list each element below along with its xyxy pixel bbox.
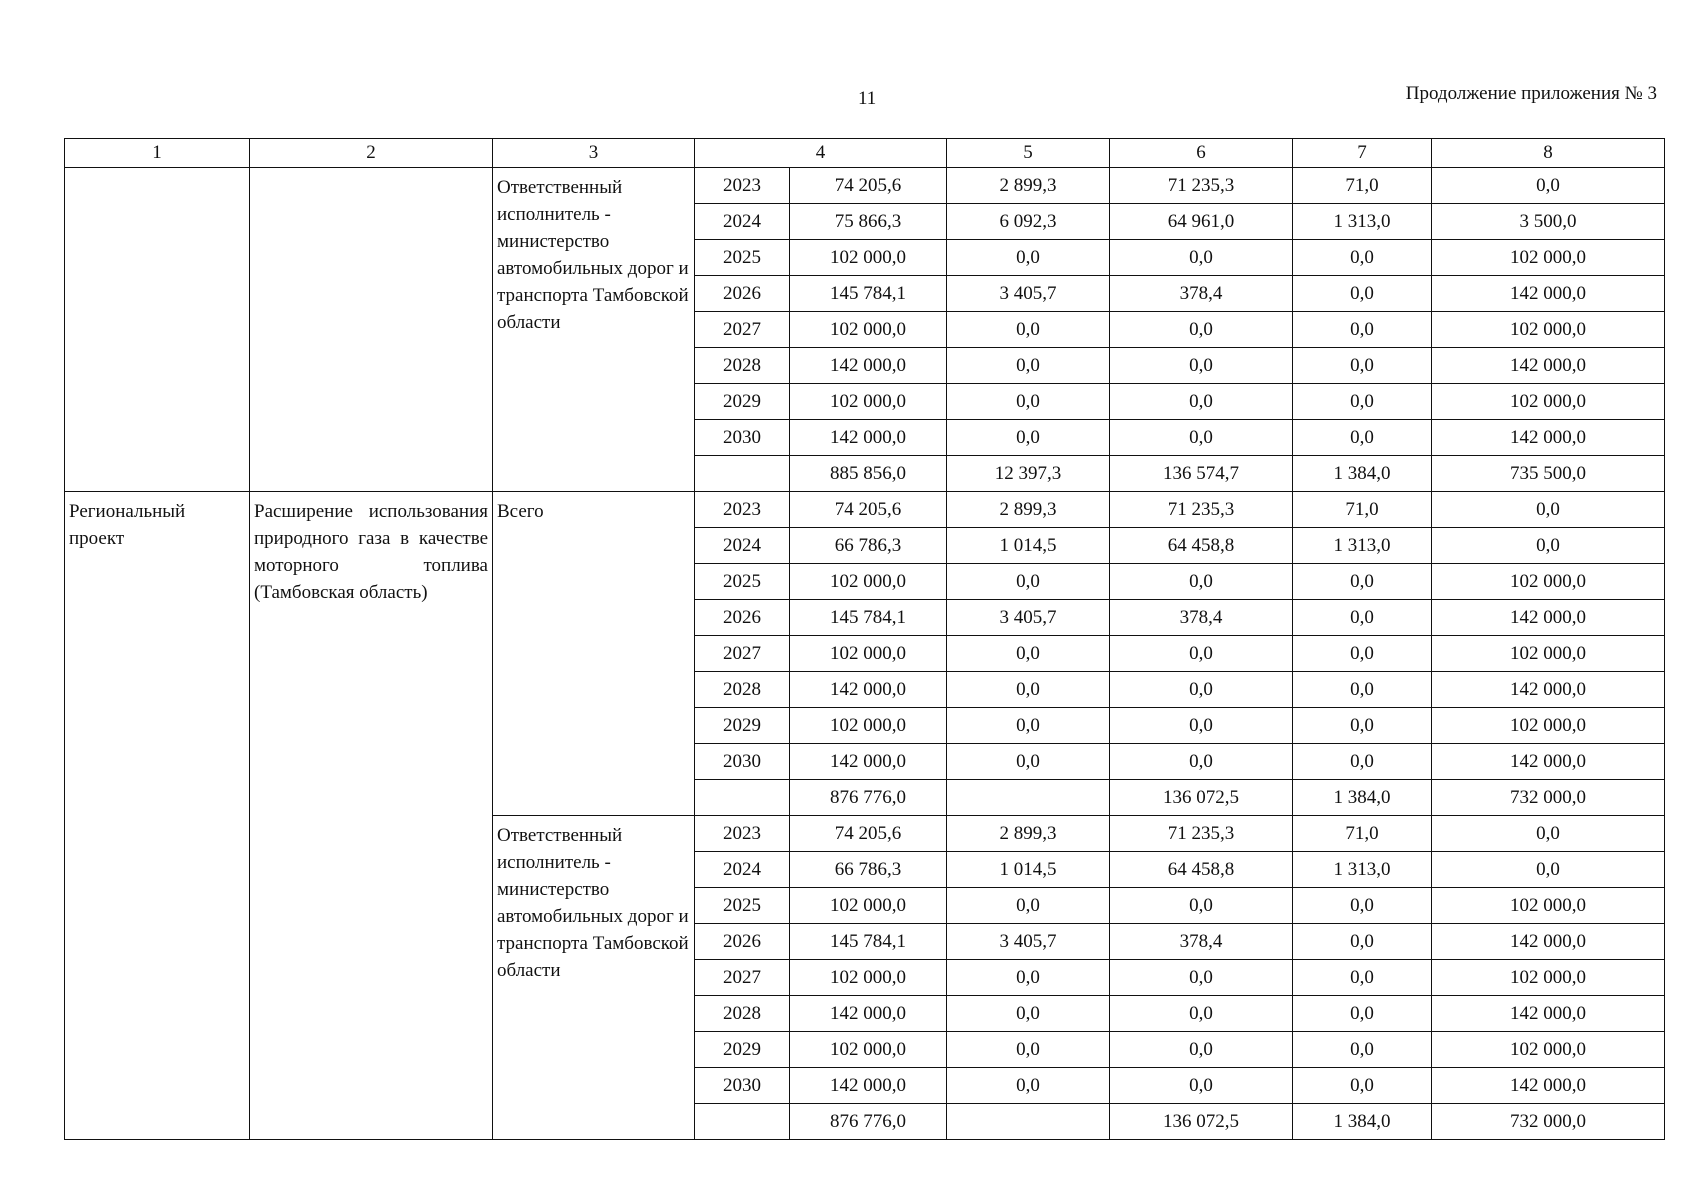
cell-col5: 0,0 — [947, 636, 1110, 672]
cell-total: 145 784,1 — [790, 924, 947, 960]
cell-total: 74 205,6 — [790, 492, 947, 528]
cell-col5: 0,0 — [947, 384, 1110, 420]
cell-col5: 12 397,3 — [947, 456, 1110, 492]
cell-col7: 0,0 — [1293, 708, 1432, 744]
cell-col5: 0,0 — [947, 960, 1110, 996]
cell-col8: 102 000,0 — [1432, 240, 1665, 276]
cell-col8: 0,0 — [1432, 816, 1665, 852]
cell-col8: 142 000,0 — [1432, 276, 1665, 312]
header-col-2: 2 — [250, 139, 493, 168]
cell-col6: 136 072,5 — [1110, 780, 1293, 816]
cell-total: 66 786,3 — [790, 852, 947, 888]
cell-total: 74 205,6 — [790, 168, 947, 204]
cell-col6: 0,0 — [1110, 384, 1293, 420]
cell-col5: 1 014,5 — [947, 528, 1110, 564]
cell-col5: 0,0 — [947, 240, 1110, 276]
cell-col7: 1 384,0 — [1293, 780, 1432, 816]
cell-col8: 102 000,0 — [1432, 1032, 1665, 1068]
cell-col5: 3 405,7 — [947, 924, 1110, 960]
cell-col5: 0,0 — [947, 672, 1110, 708]
cell-col5: 2 899,3 — [947, 816, 1110, 852]
cell-total: 102 000,0 — [790, 708, 947, 744]
cell-col8: 732 000,0 — [1432, 1104, 1665, 1140]
cell-col5: 3 405,7 — [947, 600, 1110, 636]
cell-col7: 1 313,0 — [1293, 204, 1432, 240]
cell-col8: 142 000,0 — [1432, 672, 1665, 708]
cell-col6: 0,0 — [1110, 240, 1293, 276]
cell-total: 102 000,0 — [790, 636, 947, 672]
header-col-4: 4 — [695, 139, 947, 168]
cell-col7: 71,0 — [1293, 492, 1432, 528]
cell-year: 2027 — [695, 636, 790, 672]
cell-col7: 0,0 — [1293, 744, 1432, 780]
cell-year: 2029 — [695, 384, 790, 420]
cell-col5: 2 899,3 — [947, 492, 1110, 528]
cell-total: 142 000,0 — [790, 744, 947, 780]
table-row — [65, 492, 1665, 528]
table-body — [65, 168, 1665, 1140]
cell-total: 885 856,0 — [790, 456, 947, 492]
page-number: 11 — [858, 88, 877, 109]
header-col-5: 5 — [947, 139, 1110, 168]
cell-col6: 0,0 — [1110, 1068, 1293, 1104]
financing-table — [64, 138, 1665, 1140]
cell-total: 142 000,0 — [790, 1068, 947, 1104]
cell-year: 2024 — [695, 528, 790, 564]
cell-col8: 142 000,0 — [1432, 924, 1665, 960]
cell-year: 2028 — [695, 672, 790, 708]
cell-col7: 0,0 — [1293, 384, 1432, 420]
cell-col6: 0,0 — [1110, 960, 1293, 996]
cell-col8: 142 000,0 — [1432, 600, 1665, 636]
cell-col7: 1 384,0 — [1293, 1104, 1432, 1140]
cell-year: 2023 — [695, 168, 790, 204]
cell-col5: 0,0 — [947, 744, 1110, 780]
cell-total: 142 000,0 — [790, 348, 947, 384]
cell-col7: 71,0 — [1293, 168, 1432, 204]
cell-col5: 0,0 — [947, 1068, 1110, 1104]
cell-col8: 102 000,0 — [1432, 636, 1665, 672]
cell-col7: 0,0 — [1293, 276, 1432, 312]
cell-col5: 0,0 — [947, 1032, 1110, 1068]
cell-col6: 0,0 — [1110, 672, 1293, 708]
cell-year — [695, 1104, 790, 1140]
cell-col5: 0,0 — [947, 564, 1110, 600]
cell-col6: 0,0 — [1110, 348, 1293, 384]
cell-year: 2025 — [695, 564, 790, 600]
cell-col5 — [947, 780, 1110, 816]
cell-year: 2024 — [695, 204, 790, 240]
cell-col8: 102 000,0 — [1432, 888, 1665, 924]
cell-col5: 0,0 — [947, 348, 1110, 384]
cell-col8: 0,0 — [1432, 168, 1665, 204]
cell-total: 102 000,0 — [790, 240, 947, 276]
cell-year: 2026 — [695, 924, 790, 960]
cell-col8: 102 000,0 — [1432, 708, 1665, 744]
cell-col6: 378,4 — [1110, 924, 1293, 960]
cell-col8: 142 000,0 — [1432, 420, 1665, 456]
header-col-6: 6 — [1110, 139, 1293, 168]
cell-col7: 0,0 — [1293, 636, 1432, 672]
cell-col6: 71 235,3 — [1110, 168, 1293, 204]
cell-year — [695, 780, 790, 816]
cell-col6: 0,0 — [1110, 636, 1293, 672]
cell-col7: 0,0 — [1293, 600, 1432, 636]
cell-col8: 102 000,0 — [1432, 384, 1665, 420]
cell-year: 2027 — [695, 960, 790, 996]
cell-year: 2027 — [695, 312, 790, 348]
cell-total: 142 000,0 — [790, 672, 947, 708]
cell-year: 2029 — [695, 1032, 790, 1068]
header-col-3: 3 — [493, 139, 695, 168]
cell-col6: 71 235,3 — [1110, 492, 1293, 528]
cell-year: 2030 — [695, 420, 790, 456]
cell-col6: 64 458,8 — [1110, 852, 1293, 888]
cell-col7: 0,0 — [1293, 1032, 1432, 1068]
cell-col7: 0,0 — [1293, 996, 1432, 1032]
table-row — [65, 168, 1665, 204]
cell-year: 2030 — [695, 744, 790, 780]
cell-col6: 0,0 — [1110, 708, 1293, 744]
cell-col6: 378,4 — [1110, 276, 1293, 312]
cell-col2 — [250, 168, 493, 492]
cell-total: 102 000,0 — [790, 384, 947, 420]
cell-col6: 0,0 — [1110, 564, 1293, 600]
cell-col6: 0,0 — [1110, 744, 1293, 780]
cell-total: 74 205,6 — [790, 816, 947, 852]
cell-col5: 0,0 — [947, 888, 1110, 924]
cell-col6: 0,0 — [1110, 1032, 1293, 1068]
cell-col8: 0,0 — [1432, 852, 1665, 888]
cell-year: 2025 — [695, 888, 790, 924]
cell-col5: 2 899,3 — [947, 168, 1110, 204]
cell-col1 — [65, 168, 250, 492]
cell-col7: 0,0 — [1293, 888, 1432, 924]
cell-col6: 0,0 — [1110, 996, 1293, 1032]
cell-col8: 142 000,0 — [1432, 1068, 1665, 1104]
cell-year: 2028 — [695, 348, 790, 384]
cell-total: 102 000,0 — [790, 960, 947, 996]
header-col-1: 1 — [65, 139, 250, 168]
cell-col8: 142 000,0 — [1432, 996, 1665, 1032]
header-row — [65, 139, 1665, 168]
cell-col7: 0,0 — [1293, 420, 1432, 456]
cell-year: 2023 — [695, 492, 790, 528]
cell-col7: 1 384,0 — [1293, 456, 1432, 492]
cell-col6: 136 072,5 — [1110, 1104, 1293, 1140]
cell-col5: 6 092,3 — [947, 204, 1110, 240]
cell-col8: 102 000,0 — [1432, 312, 1665, 348]
cell-col8: 142 000,0 — [1432, 744, 1665, 780]
cell-col5: 3 405,7 — [947, 276, 1110, 312]
cell-year — [695, 456, 790, 492]
cell-year: 2030 — [695, 1068, 790, 1104]
cell-col5 — [947, 1104, 1110, 1140]
cell-executor: Всего — [493, 492, 695, 816]
cell-col7: 1 313,0 — [1293, 852, 1432, 888]
cell-col7: 0,0 — [1293, 240, 1432, 276]
cell-col6: 0,0 — [1110, 888, 1293, 924]
header-col-8: 8 — [1432, 139, 1665, 168]
cell-total: 66 786,3 — [790, 528, 947, 564]
cell-project-name: Расширение использования природного газа в качестве моторного топлива (Тамбовская область) — [250, 492, 493, 1140]
cell-col7: 0,0 — [1293, 564, 1432, 600]
cell-year: 2025 — [695, 240, 790, 276]
cell-col7: 0,0 — [1293, 672, 1432, 708]
cell-col8: 102 000,0 — [1432, 960, 1665, 996]
cell-total: 102 000,0 — [790, 888, 947, 924]
cell-year: 2029 — [695, 708, 790, 744]
cell-col6: 71 235,3 — [1110, 816, 1293, 852]
cell-year: 2024 — [695, 852, 790, 888]
cell-total: 142 000,0 — [790, 996, 947, 1032]
cell-col7: 0,0 — [1293, 924, 1432, 960]
cell-col8: 3 500,0 — [1432, 204, 1665, 240]
cell-col6: 0,0 — [1110, 312, 1293, 348]
cell-total: 102 000,0 — [790, 1032, 947, 1068]
cell-col5: 0,0 — [947, 996, 1110, 1032]
cell-year: 2026 — [695, 276, 790, 312]
cell-col8: 0,0 — [1432, 492, 1665, 528]
cell-total: 142 000,0 — [790, 420, 947, 456]
cell-total: 145 784,1 — [790, 276, 947, 312]
cell-col5: 0,0 — [947, 312, 1110, 348]
cell-year: 2026 — [695, 600, 790, 636]
cell-executor: Ответственный исполнитель - министерство автомобильных дорог и транспорта Тамбовской области — [493, 168, 695, 492]
cell-total: 102 000,0 — [790, 564, 947, 600]
cell-col6: 0,0 — [1110, 420, 1293, 456]
cell-executor: Ответственный исполнитель - министерство автомобильных дорог и транспорта Тамбовской области — [493, 816, 695, 1140]
header-col-7: 7 — [1293, 139, 1432, 168]
cell-col7: 0,0 — [1293, 348, 1432, 384]
cell-year: 2023 — [695, 816, 790, 852]
cell-project-type: Региональный проект — [65, 492, 250, 1140]
cell-col8: 0,0 — [1432, 528, 1665, 564]
annex-title: Продолжение приложения № 3 — [1405, 83, 1657, 104]
cell-col6: 64 961,0 — [1110, 204, 1293, 240]
cell-total: 876 776,0 — [790, 1104, 947, 1140]
cell-col7: 0,0 — [1293, 1068, 1432, 1104]
cell-col6: 378,4 — [1110, 600, 1293, 636]
cell-col7: 0,0 — [1293, 960, 1432, 996]
cell-col6: 64 458,8 — [1110, 528, 1293, 564]
cell-col7: 0,0 — [1293, 312, 1432, 348]
cell-total: 75 866,3 — [790, 204, 947, 240]
cell-col7: 1 313,0 — [1293, 528, 1432, 564]
cell-col6: 136 574,7 — [1110, 456, 1293, 492]
cell-total: 102 000,0 — [790, 312, 947, 348]
cell-col7: 71,0 — [1293, 816, 1432, 852]
cell-total: 876 776,0 — [790, 780, 947, 816]
cell-total: 145 784,1 — [790, 600, 947, 636]
cell-col8: 142 000,0 — [1432, 348, 1665, 384]
cell-year: 2028 — [695, 996, 790, 1032]
cell-col8: 102 000,0 — [1432, 564, 1665, 600]
cell-col8: 735 500,0 — [1432, 456, 1665, 492]
cell-col5: 0,0 — [947, 708, 1110, 744]
cell-col8: 732 000,0 — [1432, 780, 1665, 816]
cell-col5: 0,0 — [947, 420, 1110, 456]
cell-col5: 1 014,5 — [947, 852, 1110, 888]
